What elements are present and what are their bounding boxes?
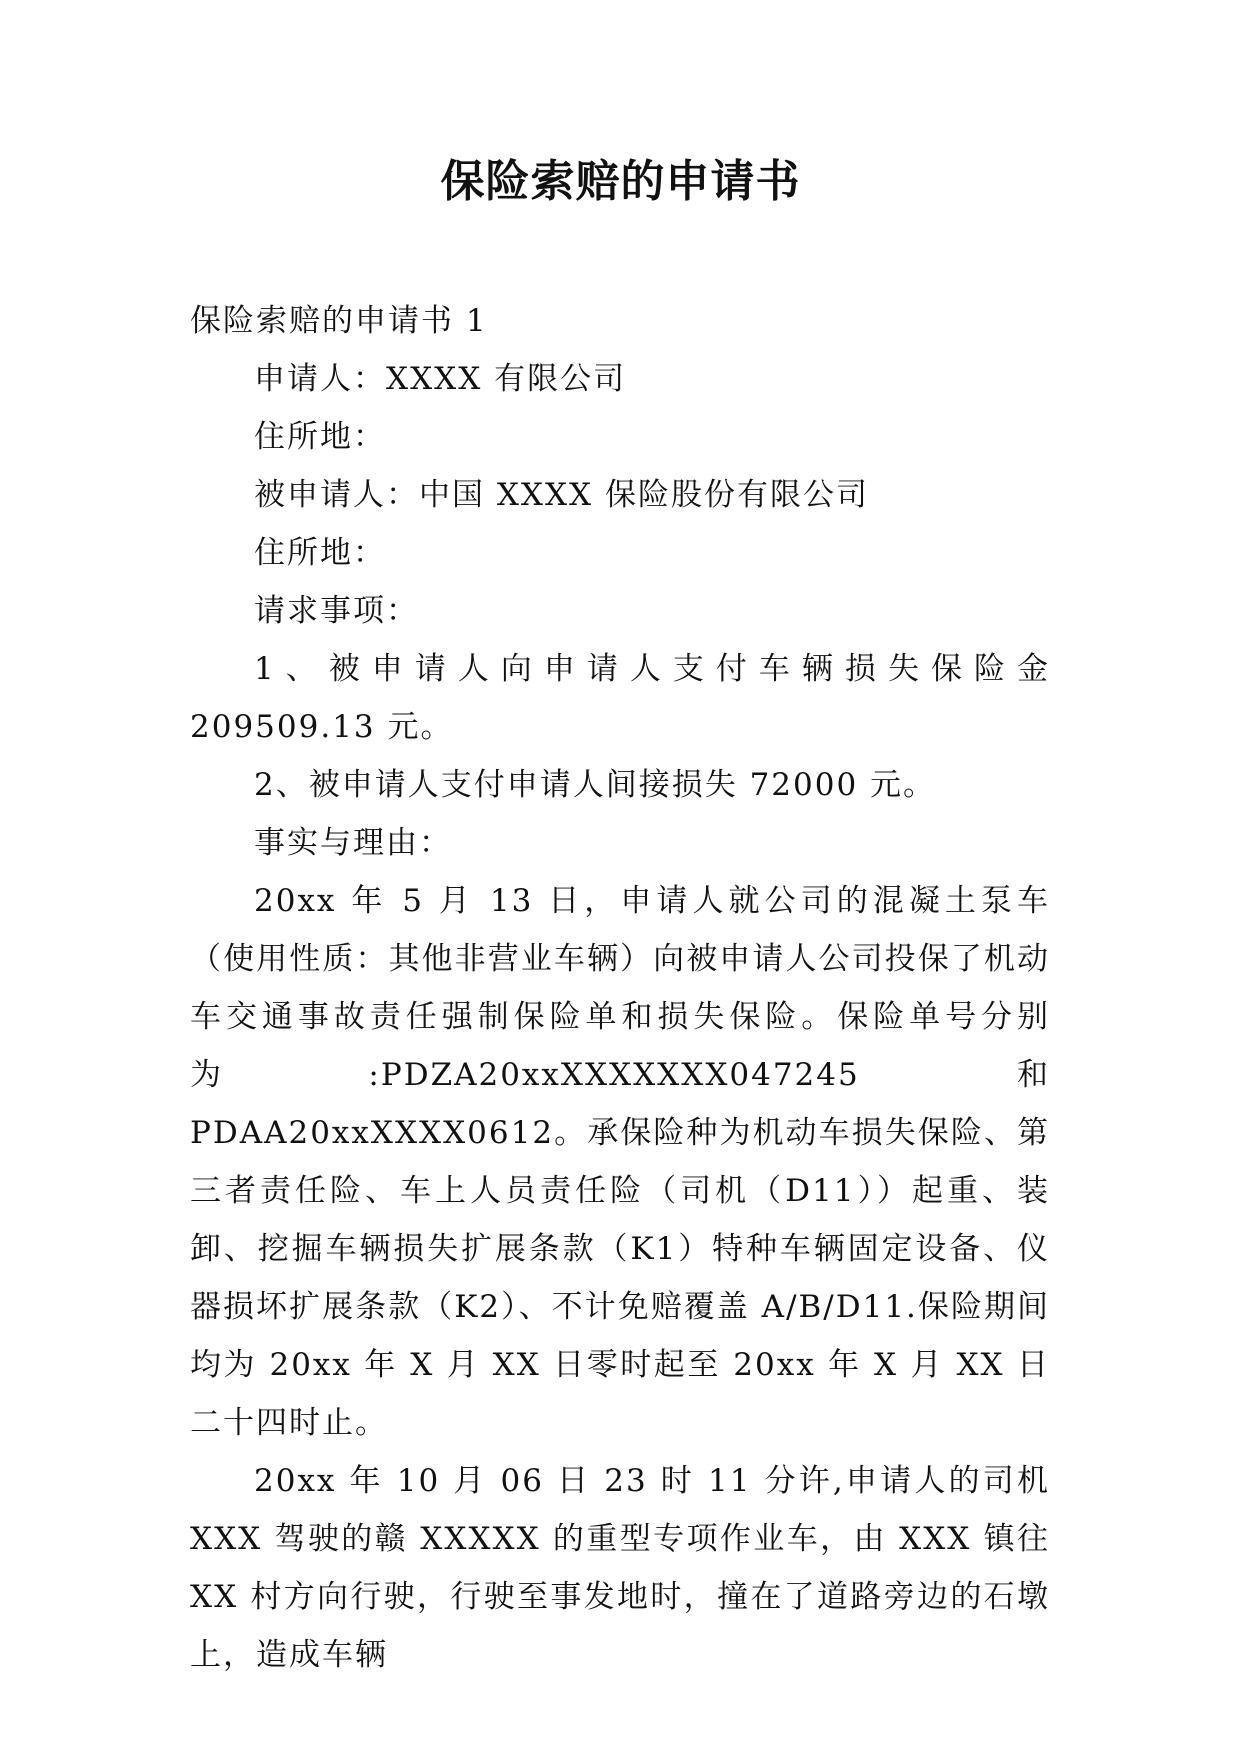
facts-paragraph-1: 20xx 年 5 月 13 日，申请人就公司的混凝土泵车（使用性质：其他非营业车辆）向被申请人公司投保了机动车交通事故责任强制保险单和损失保险。保险单号分别为:PDZA20xxXXXXXXX047245 和 PDAA20xxXXXX0612。承保险种为机动车损失保险、第三者责任险、车上人员责任险（司机（D11））起重、装卸、挖掘车辆损失扩展条款（K1）特种车辆固定设备、仪器损坏扩展条款（K2）、不计免赔覆盖 A/B/D11.保险期间均为 20xx 年 X 月 XX 日零时起至 20xx 年 X 月 XX 日二十四时止。 (190, 883, 1050, 1441)
applicant-address-line: 住所地： (254, 419, 386, 455)
claims-heading: 请求事项： (254, 593, 419, 629)
claim-item-2: 2、被申请人支付申请人间接损失 72000 元。 (254, 767, 937, 803)
facts-heading: 事实与理由： (254, 825, 452, 861)
section-heading: 保险索赔的申请书 1 (190, 303, 488, 339)
facts-paragraph-2: 20xx 年 10 月 06 日 23 时 11 分许,申请人的司机 XXX 驾驶的赣 XXXXX 的重型专项作业车，由 XXX 镇往 XX 村方向行驶，行驶至事发地时，撞在了道路旁边的石墩上，造成车辆 (190, 1463, 1050, 1673)
document-title: 保险索赔的申请书 (440, 156, 801, 207)
respondent-line: 被申请人：中国 XXXX 保险股份有限公司 (254, 477, 869, 513)
applicant-line: 申请人：XXXX 有限公司 (254, 361, 627, 397)
claim-item-1: 1、被申请人向申请人支付车辆损失保险金 209509.13 元。 (190, 651, 1050, 745)
respondent-address-line: 住所地： (254, 535, 386, 571)
document-body (190, 292, 1050, 1684)
